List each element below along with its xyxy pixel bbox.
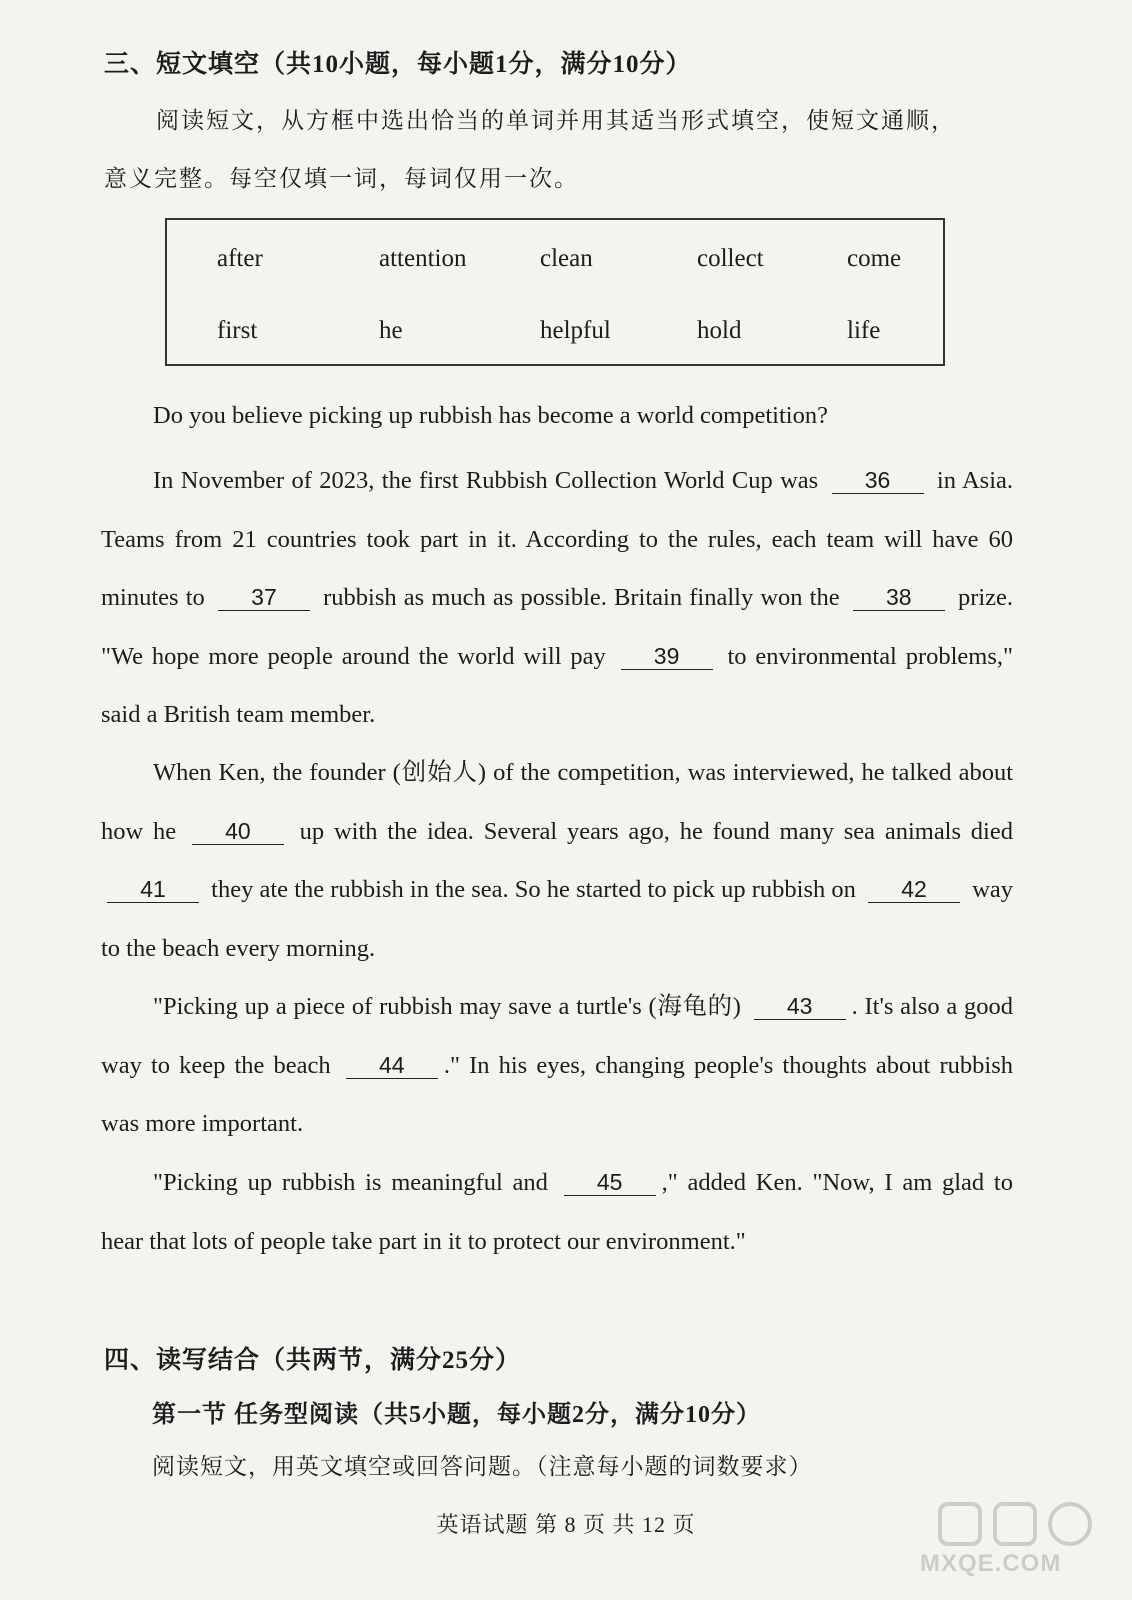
- blank-42[interactable]: 42: [868, 876, 960, 903]
- passage-paragraph-3: When Ken, the founder (创始人) of the competition, was interviewed, he talked about how he 40 up with the idea. Several years ago, he found many sea animals died 41 they ate the rubbish in the sea. So he started to pick up rubbish on 42 way to the beach every morning.: [101, 759, 1014, 962]
- word-option: collect: [697, 245, 764, 272]
- passage-paragraph-4: "Picking up a piece of rubbish may save a turtle's (海龟的) 43 . It's also a good way to keep the beach 44 ." In his eyes, changing people's thoughts about rubbish was more important.: [101, 993, 1013, 1137]
- passage-paragraph-5: "Picking up rubbish is meaningful and 45 ," added Ken. "Now, I am glad to hear that lots of people take part in it to protect our environment.": [101, 1169, 1013, 1255]
- word-option: clean: [540, 245, 593, 272]
- watermark-logo: [920, 1500, 1110, 1590]
- word-option: first: [217, 317, 258, 344]
- page-footer: 英语试题 第 8 页 共 12 页: [436, 1512, 696, 1537]
- instruction-line-2: 意义完整。每空仅填一词，每词仅用一次。: [104, 166, 579, 191]
- blank-43[interactable]: 43: [754, 993, 846, 1020]
- watermark-icon: [920, 1500, 1110, 1550]
- word-option: helpful: [540, 317, 611, 344]
- word-option: after: [217, 245, 263, 272]
- blank-45[interactable]: 45: [564, 1169, 656, 1196]
- watermark-text: MXQE.COM: [920, 1550, 1062, 1577]
- word-option: he: [379, 317, 403, 344]
- passage-paragraph-2: In November of 2023, the first Rubbish Collection World Cup was 36 in Asia. Teams from 21 countries took part in it. According to the rules, each team will have 60 minutes to 37 rubbish as much as possible. Britain finally won the 38 prize. "We hope more people around the world will pay 39 to environmental problems," said a British team member.: [101, 467, 1014, 728]
- blank-39[interactable]: 39: [621, 643, 713, 670]
- blank-37[interactable]: 37: [218, 584, 310, 611]
- section-4-heading: 四、读写结合（共两节，满分25分）: [104, 1347, 522, 1374]
- blank-38[interactable]: 38: [853, 584, 945, 611]
- section-4-part-1-instruction: 阅读短文，用英文填空或回答问题。（注意每小题的词数要求）: [152, 1454, 813, 1479]
- blank-40[interactable]: 40: [192, 818, 284, 845]
- blank-44[interactable]: 44: [346, 1052, 438, 1079]
- section-3-heading: 三、短文填空（共10小题，每小题1分，满分10分）: [104, 51, 692, 78]
- blank-41[interactable]: 41: [107, 876, 199, 903]
- word-option: come: [847, 245, 902, 272]
- word-option: hold: [697, 317, 742, 344]
- section-4-part-1-heading: 第一节 任务型阅读（共5小题，每小题2分，满分10分）: [152, 1402, 761, 1428]
- word-option: life: [847, 317, 881, 344]
- word-option: attention: [379, 245, 467, 272]
- word-box: [165, 218, 945, 366]
- section-3-instruction: [104, 92, 1024, 208]
- blank-36[interactable]: 36: [832, 467, 924, 494]
- instruction-line-1: 阅读短文，从方框中选出恰当的单词并用其适当形式填空，使短文通顺，: [156, 108, 956, 133]
- passage-paragraph-1: Do you believe picking up rubbish has become a world competition?: [153, 402, 828, 429]
